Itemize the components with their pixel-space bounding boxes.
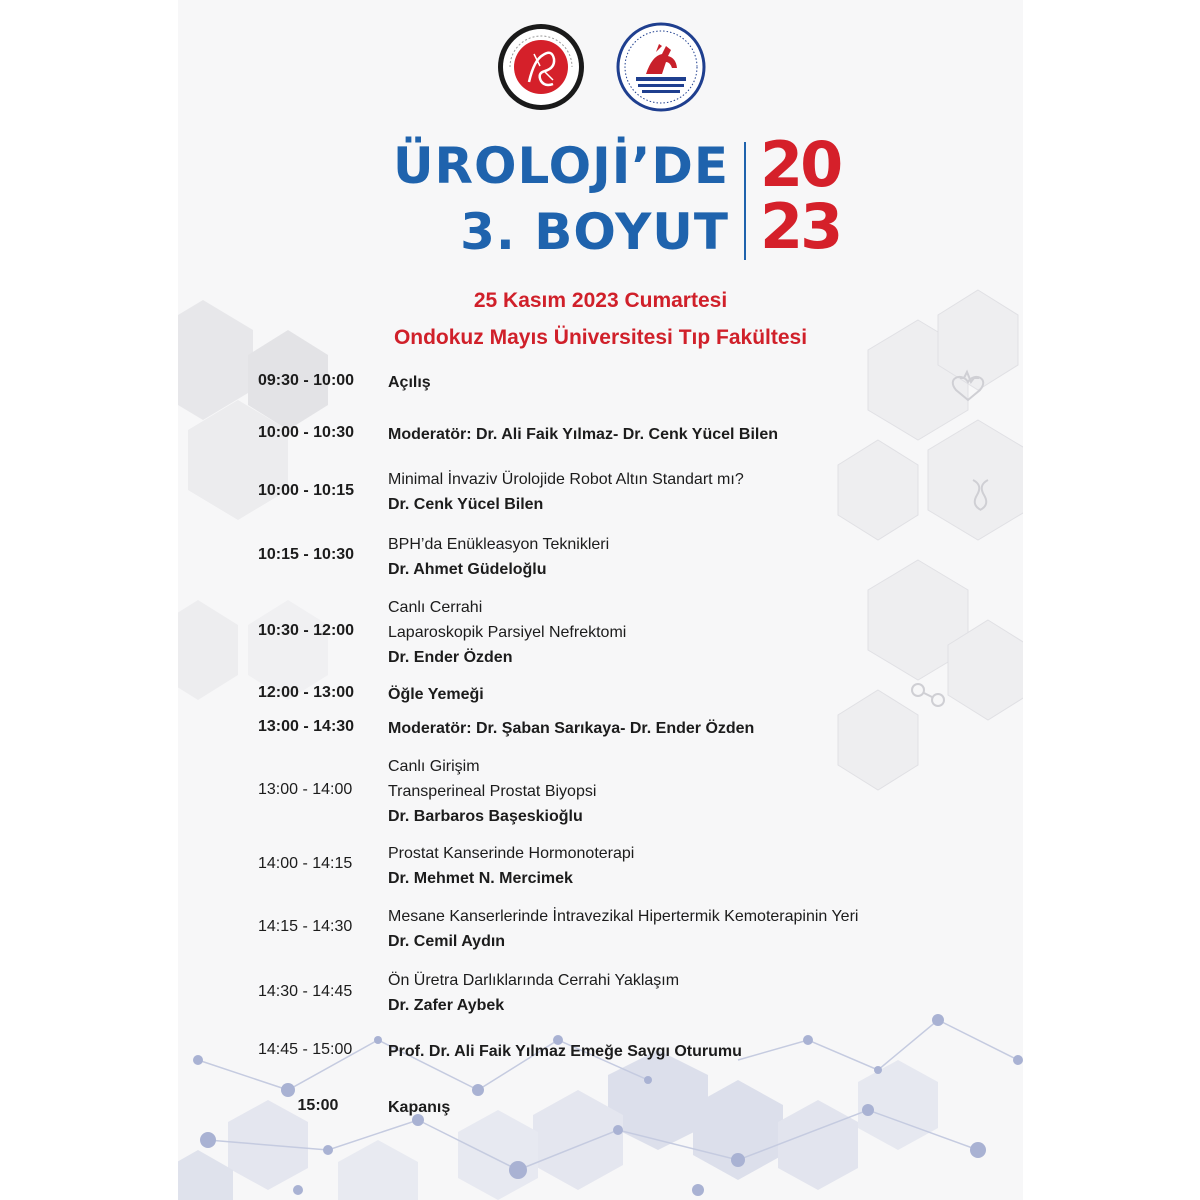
title-line-1: ÜROLOJİ’DE	[392, 137, 729, 195]
session-time: 14:30 - 14:45	[258, 983, 353, 1000]
session-time: 10:30 - 12:00	[258, 622, 355, 639]
speaker-name: Dr. Ender Özden	[388, 649, 513, 666]
session-content	[388, 754, 1008, 829]
session-time: 14:00 - 14:15	[258, 855, 353, 872]
talk-title: BPH’da Enükleasyon Teknikleri	[388, 536, 610, 553]
talk-title: Ön Üretra Darlıklarında Cerrahi Yaklaşım	[388, 972, 680, 989]
session-type: Canlı Girişim	[388, 758, 480, 775]
session-content	[388, 841, 1008, 891]
session-content	[388, 904, 1008, 954]
speaker-name: Dr. Ahmet Güdeloğlu	[388, 561, 547, 578]
session-moderators: Moderatör: Dr. Ali Faik Yılmaz- Dr. Cenk Yücel Bilen	[388, 426, 779, 443]
session-time: 13:00 - 14:00	[258, 781, 353, 798]
talk-title: Laparoskopik Parsiyel Nefrektomi	[388, 624, 627, 641]
speaker-name: Dr. Cemil Aydın	[388, 933, 506, 950]
session-title: Açılış	[388, 374, 431, 391]
session-content	[388, 467, 1008, 517]
session-time: 10:00 - 10:30	[258, 424, 355, 441]
speaker-name: Dr. Barbaros Başeskioğlu	[388, 808, 583, 825]
session-content	[388, 1039, 1008, 1064]
year-bottom: 23	[760, 190, 841, 263]
talk-title: Minimal İnvaziv Ürolojide Robot Altın Standart mı?	[388, 471, 744, 488]
session-time: 12:00 - 13:00	[258, 684, 355, 701]
session-title: Kapanış	[388, 1099, 451, 1116]
session-time: 14:15 - 14:30	[258, 918, 353, 935]
session-content	[388, 532, 1008, 582]
speaker-name: Dr. Zafer Aybek	[388, 997, 505, 1014]
talk-title: Prostat Kanserinde Hormonoterapi	[388, 845, 635, 862]
speaker-name: Dr. Mehmet N. Mercimek	[388, 870, 573, 887]
talk-title: Mesane Kanserlerinde İntravezikal Hipertermik Kemoterapinin Yeri	[388, 908, 859, 925]
talk-title: Transperineal Prostat Biyopsi	[388, 783, 597, 800]
session-time: 13:00 - 14:30	[258, 718, 355, 735]
program-poster	[178, 0, 1023, 1200]
session-content	[388, 422, 1008, 447]
schedule	[178, 0, 1023, 1200]
session-time: 09:30 - 10:00	[258, 372, 355, 389]
event-venue: Ondokuz Mayıs Üniversitesi Tıp Fakültesi	[393, 326, 808, 349]
event-date: 25 Kasım 2023 Cumartesi	[473, 289, 728, 312]
session-title: Öğle Yemeği	[388, 686, 484, 703]
session-content	[388, 968, 1008, 1018]
session-content	[388, 595, 1008, 670]
year-top: 20	[760, 128, 841, 201]
session-moderators: Moderatör: Dr. Şaban Sarıkaya- Dr. Ender Özden	[388, 720, 755, 737]
session-time: 15:00	[297, 1097, 339, 1114]
session-content	[388, 370, 1008, 395]
title-line-2: 3. BOYUT	[460, 203, 729, 261]
session-type: Canlı Cerrahi	[388, 599, 483, 616]
session-time: 10:00 - 10:15	[258, 482, 355, 499]
session-content	[388, 716, 1008, 741]
session-title: Prof. Dr. Ali Faik Yılmaz Emeğe Saygı Oturumu	[388, 1043, 742, 1060]
session-time: 10:15 - 10:30	[258, 546, 355, 563]
session-time: 14:45 - 15:00	[258, 1041, 353, 1058]
session-content	[388, 1095, 1008, 1120]
session-content	[388, 682, 1008, 707]
speaker-name: Dr. Cenk Yücel Bilen	[388, 496, 544, 513]
